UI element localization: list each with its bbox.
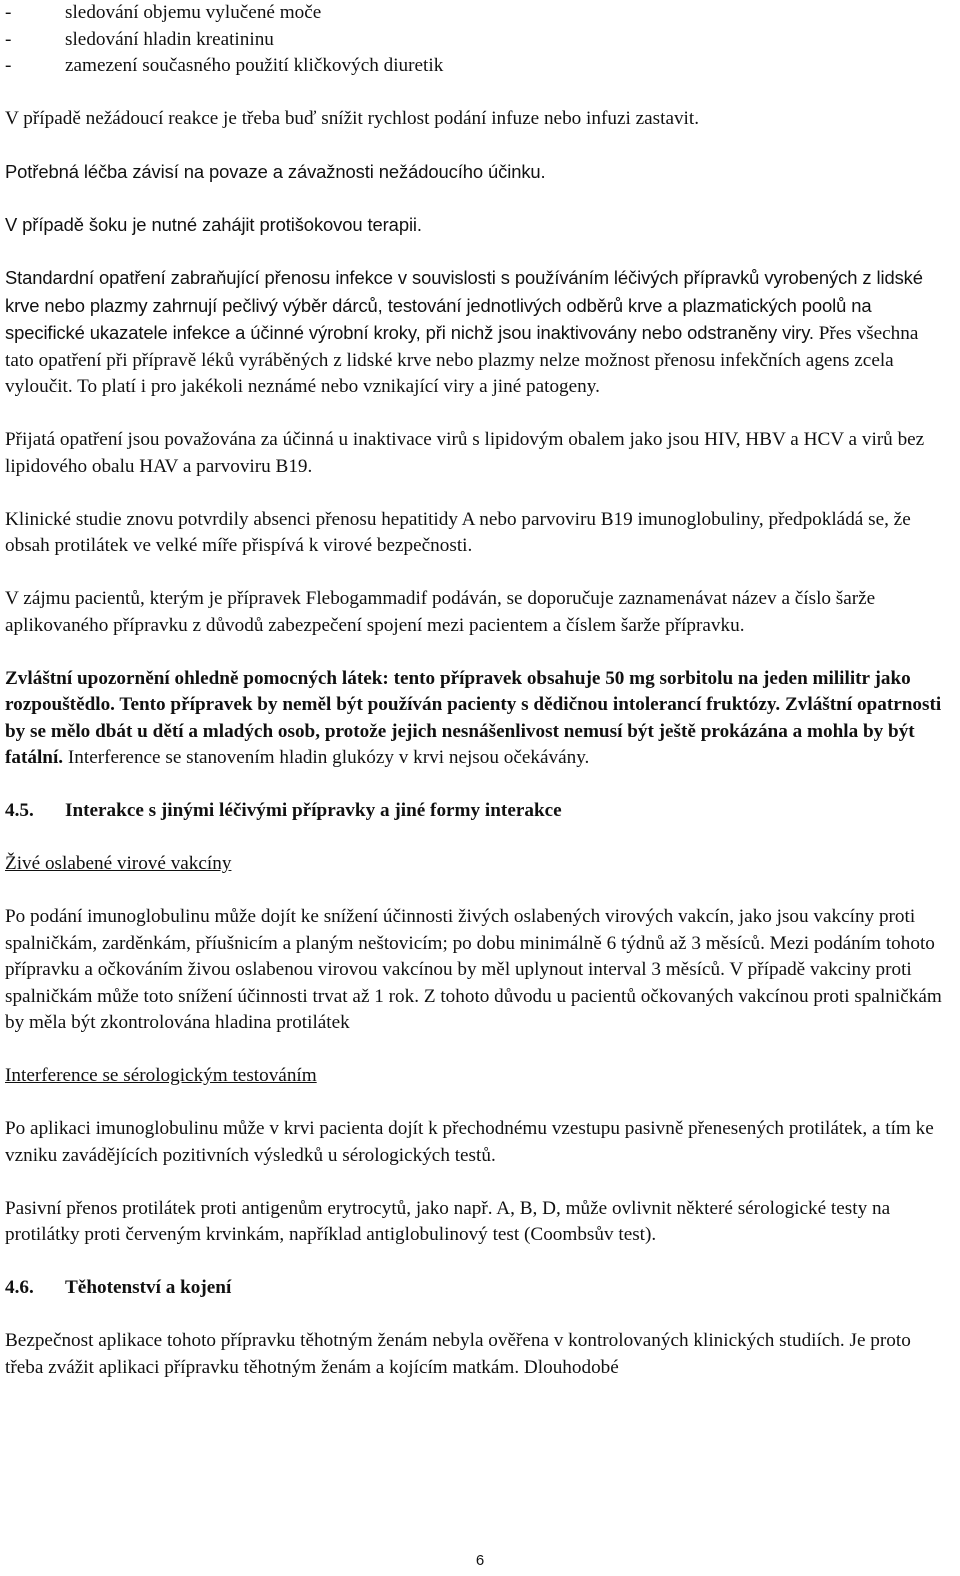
- subheading-serology: Interference se sérologickým testováním: [5, 1065, 317, 1086]
- list-item: [5, 0, 950, 27]
- list-item: [5, 27, 950, 54]
- paragraph-reaction: V případě nežádoucí reakce je třeba buď snížit rychlost podání infuze nebo infuzi zastavit.: [5, 108, 700, 129]
- document-page: [5, 0, 950, 1381]
- section-heading-4-5: [5, 798, 950, 825]
- list-item-text: sledování objemu vylučené moče: [65, 2, 322, 23]
- paragraph-serology-1: Po aplikaci imunoglobulinu může v krvi pacienta dojít k přechodnému vzestupu pasivně přenesených protilátek, a tím ke vzniku zavádějících pozitivních výsledků u sérologických testů.: [5, 1118, 934, 1166]
- paragraph-standard-measures: [5, 265, 950, 401]
- bullet-dash: -: [5, 55, 12, 76]
- paragraph-pregnancy: Bezpečnost aplikace tohoto přípravku těhotným ženám nebyla ověřena v kontrolovaných klinických studiích. Je proto třeba zvážit aplikaci přípravku těhotným ženám a kojícím matkám. Dlouhodobé: [5, 1330, 911, 1378]
- subheading-vaccines: Živé oslabené virové vakcíny: [5, 853, 232, 874]
- page-number: 6: [475, 1552, 485, 1569]
- section-number: 4.6.: [5, 1277, 34, 1298]
- paragraph-excipients: [5, 666, 950, 772]
- section-number: 4.5.: [5, 800, 34, 821]
- section-title: Interakce s jinými léčivými přípravky a jiné formy interakce: [65, 800, 562, 821]
- section-title: Těhotenství a kojení: [65, 1277, 232, 1298]
- paragraph-vaccines: Po podání imunoglobulinu může dojít ke snížení účinnosti živých oslabených virových vakcín, jako jsou vakcíny proti spalničkám, zarděnkám, příušnicím a planým neštovicím; po dobu minimálně 6 týdnů až 3 měsíců. Mezi podáním tohoto přípravku a očkováním živou oslabenou virovou vakcínou by měl uplynout interval 3 měsíců. V případě vakciny proti spalničkám může toto snížení účinnosti trvat až 1 rok. Z tohoto důvodu u pacientů očkovaných vakcínou proti spalničkám by měla být zkontrolována hladina protilátek: [5, 906, 942, 1033]
- bullet-list: [5, 0, 950, 80]
- paragraph-shock: V případě šoku je nutné zahájit protišokovou terapii.: [5, 214, 422, 235]
- excipients-note: Interference se stanovením hladin glukózy v krvi nejsou očekávány.: [63, 747, 590, 768]
- paragraph-standard-a: Standardní opatření zabraňující přenosu infekce v souvislosti s používáním léčivých přípravků vyrobených z lidské krve nebo plazmy zahrnují pečlivý výběr dárců, testování jednotlivých odběrů krve a plazmatických poolů na specifické ukazatele infekce a účinné výrobní kroky, při nichž jsou inaktivovány nebo odstraněny viry.: [5, 267, 923, 343]
- bullet-dash: -: [5, 28, 12, 50]
- bullet-dash: -: [5, 2, 12, 23]
- list-item-text: zamezení současného použití kličkových diuretik: [65, 55, 444, 76]
- paragraph-measures: Přijatá opatření jsou považována za účinná u inaktivace virů s lipidovým obalem jako jsou HIV, HBV a HCV a virů bez lipidového obalu HAV a parvoviru B19.: [5, 429, 925, 477]
- paragraph-clinical: Klinické studie znovu potvrdily absenci přenosu hepatitidy A nebo parvoviru B19 imunoglobuliny, předpokládá se, že obsah protilátek ve velké míře přispívá k virové bezpečnosti.: [5, 508, 911, 556]
- paragraph-standard-b: Přes všechna tato opatření při přípravě léků vyráběných z lidské krve nebo plazmy nelze možnost přenosu infekčních agens zcela vyloučit. To platí i pro jakékoli neznámé nebo vznikající viry a jiné patogeny.: [5, 323, 919, 397]
- excipients-warning: Zvláštní upozornění ohledně pomocných látek: tento přípravek obsahuje 50 mg sorbitolu na jeden mililitr jako rozpouštědlo. Tento přípravek by neměl být používán pacienty s dědičnou intolerancí fruktózy. Zvláštní opatrnosti by se mělo dbát u dětí a mladých osob, protože jejich nesnášenlivost nemusí být ještě prokázána a mohla by být fatální.: [5, 667, 942, 768]
- list-item-text: sledování hladin kreatininu: [65, 28, 274, 50]
- paragraph-serology-2: Pasivní přenos protilátek proti antigenům erytrocytů, jako např. A, B, D, může ovlivnit některé sérologické testy na protilátky proti červeným krvinkám, například antiglobulinový test (Coombsův test).: [5, 1197, 891, 1245]
- paragraph-interest: V zájmu pacientů, kterým je přípravek Flebogammadif podáván, se doporučuje zaznamenávat název a číslo šarže aplikovaného přípravku z důvodů zabezpečení spojení mezi pacientem a číslem šarže přípravku.: [5, 588, 876, 636]
- list-item: [5, 53, 950, 80]
- section-heading-4-6: [5, 1275, 950, 1302]
- paragraph-treatment: Potřebná léčba závisí na povaze a závažnosti nežádoucího účinku.: [5, 161, 546, 182]
